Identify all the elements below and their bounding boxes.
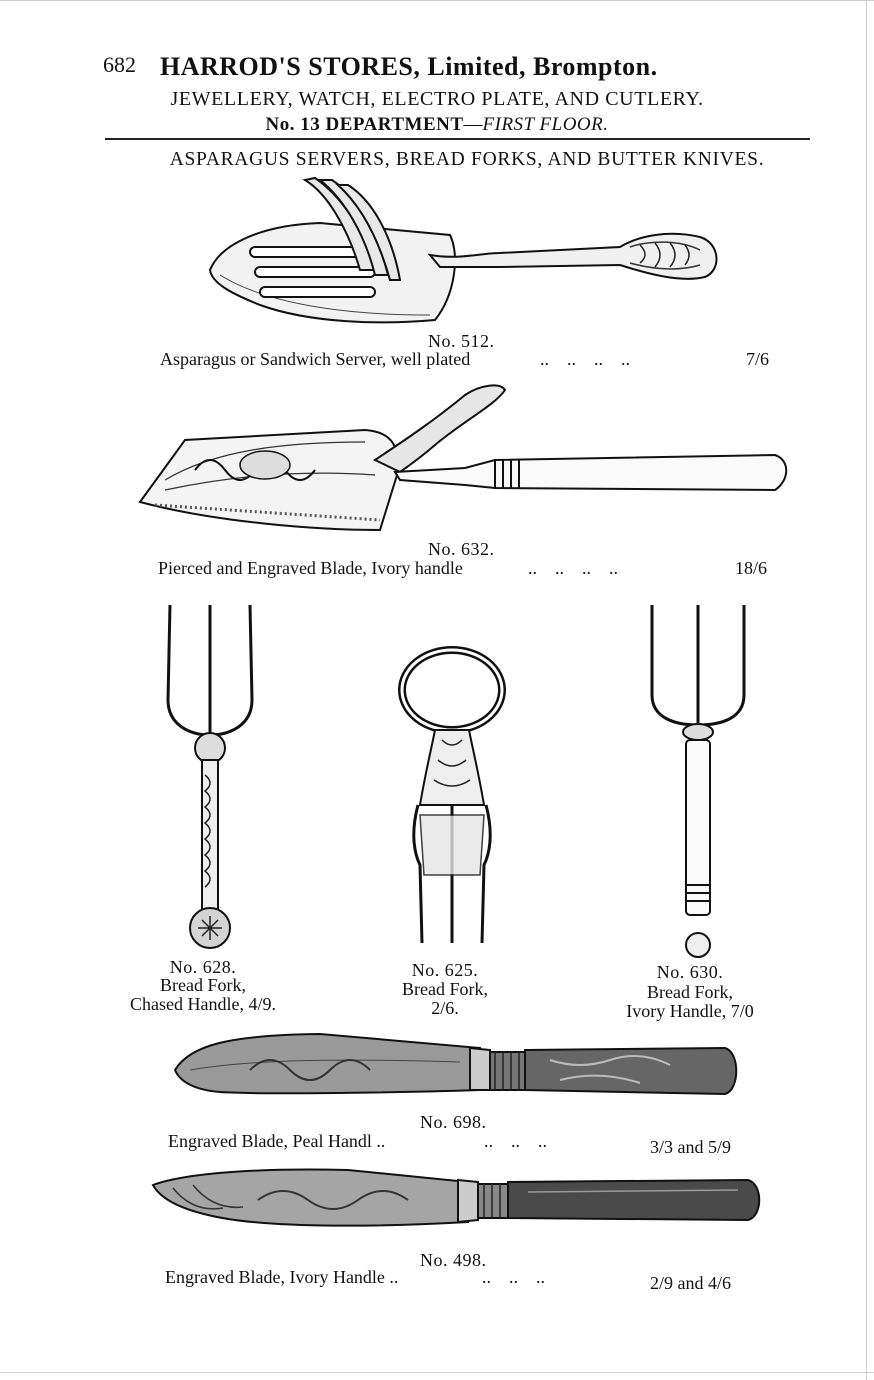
item-498-number: No. 498.	[420, 1250, 487, 1270]
item-512-number: No. 512.	[428, 331, 495, 351]
butter-knife-icon	[170, 1030, 745, 1110]
item-625-line1: Bread Fork,	[402, 979, 488, 999]
item-498-price: 2/9 and 4/6	[650, 1273, 731, 1293]
store-title: HARROD'S STORES, Limited, Brompton.	[160, 52, 658, 81]
page-edge-bottom	[0, 1372, 874, 1373]
asparagus-server-icon	[200, 175, 730, 335]
item-630-number: No. 630.	[656, 962, 724, 982]
item-632-description: Pierced and Engraved Blade, Ivory handle	[158, 558, 463, 578]
page-number: 682	[103, 52, 136, 77]
item-625-number: No. 625.	[411, 960, 479, 980]
item-498-description: Engraved Blade, Ivory Handle ..	[165, 1267, 399, 1287]
item-628-number: No. 628.	[169, 957, 237, 977]
item-698-price: 3/3 and 5/9	[650, 1137, 731, 1157]
department-number: No. 13 DEPARTMENT	[265, 114, 464, 135]
item-512-price: 7/6	[746, 349, 770, 369]
pierced-server-icon	[135, 380, 795, 540]
item-512-description: Asparagus or Sandwich Server, well plated	[160, 349, 471, 369]
item-625-line2: 2/6.	[431, 998, 459, 1018]
item-628-line1: Bread Fork,	[160, 975, 246, 995]
item-628-line2: Chased Handle, 4/9.	[130, 994, 276, 1014]
bread-fork-icon	[640, 600, 760, 965]
header-rule	[105, 138, 810, 140]
department-separator: —	[463, 114, 483, 135]
item-498-leader-dots: .. .. ..	[482, 1267, 545, 1287]
item-698-number: No. 698.	[420, 1112, 487, 1132]
item-632-price: 18/6	[735, 558, 768, 578]
item-632-leader-dots: .. .. .. ..	[528, 558, 618, 578]
item-632-number: No. 632.	[428, 539, 495, 559]
section-title: ASPARAGUS SERVERS, BREAD FORKS, AND BUTTER KNIVES.	[169, 149, 765, 170]
bread-fork-icon	[150, 600, 270, 955]
department-subheading: JEWELLERY, WATCH, ELECTRO PLATE, AND CUTLERY.	[170, 88, 704, 110]
department-floor: FIRST FLOOR.	[482, 114, 609, 135]
item-630-line2: Ivory Handle, 7/0	[626, 1001, 754, 1021]
butter-knife-icon	[148, 1160, 763, 1240]
item-698-leader-dots: .. .. ..	[484, 1131, 547, 1151]
item-698-description: Engraved Blade, Peal Handl ..	[168, 1131, 386, 1151]
page-edge-top	[0, 0, 874, 1]
item-630-line1: Bread Fork,	[647, 982, 733, 1002]
item-512-leader-dots: .. .. .. ..	[540, 349, 630, 369]
bread-fork-icon	[390, 645, 515, 945]
page-edge-right	[866, 0, 867, 1380]
department-line	[0, 114, 874, 136]
